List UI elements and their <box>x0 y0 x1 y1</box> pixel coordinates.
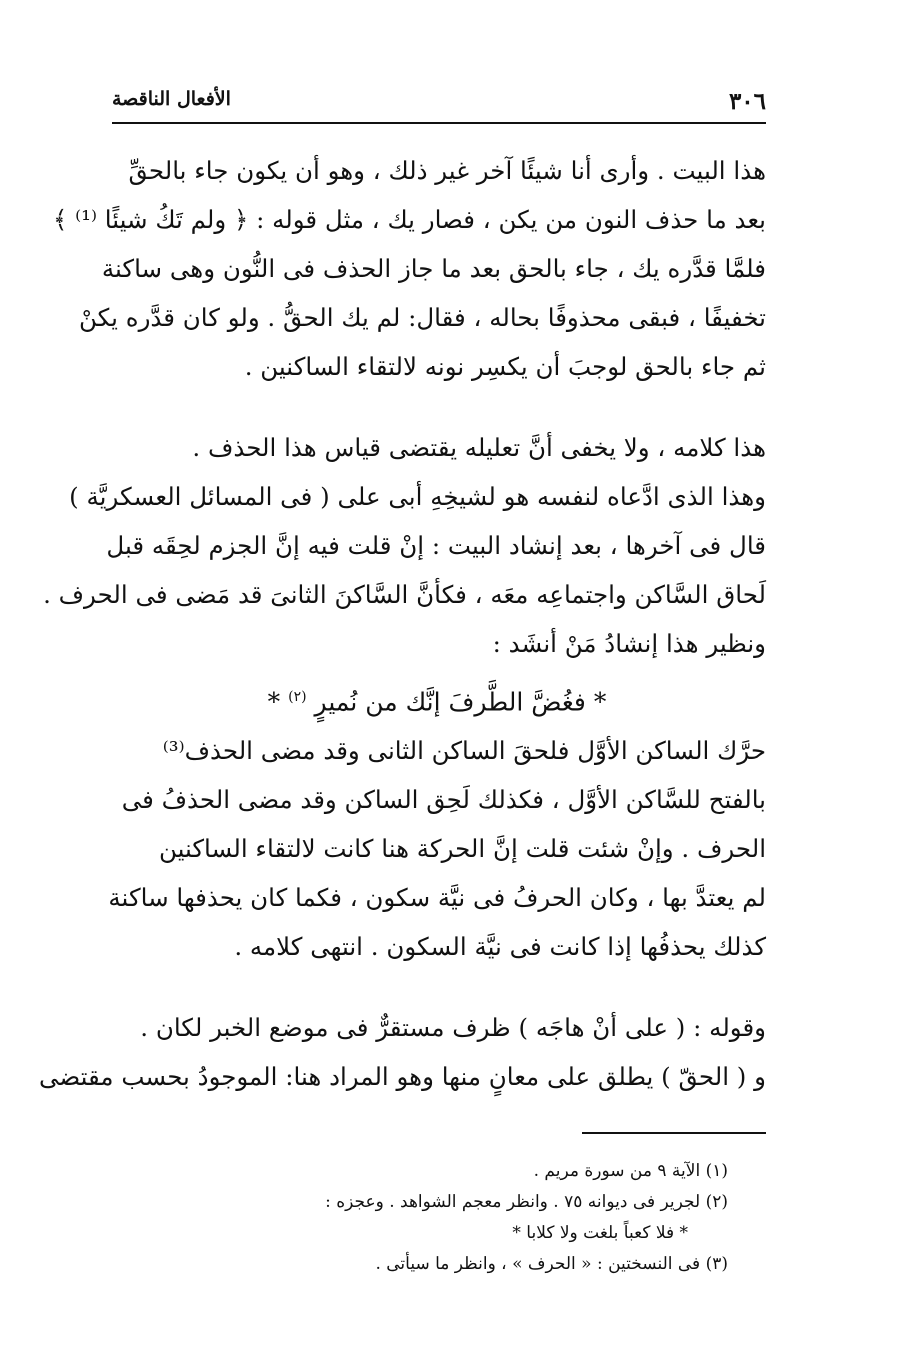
text-line: ونظير هذا إنشادُ مَنْ أنشَد : <box>492 629 766 658</box>
main-text <box>38 146 766 1101</box>
footnote-2: (٢) لجرير فى ديوانه ٧٥ . وانظر معجم الشواهد . وعجزه : <box>325 1192 728 1212</box>
text-line: فلمَّا قدَّره يك ، جاء بالحق بعد ما جاز الحذف فى النُّون وهى ساكنة <box>101 254 766 283</box>
text-line: الحرف . وإنْ شئت قلت إنَّ الحركة هنا كانت لالتقاء الساكنين <box>158 834 766 863</box>
footnote-3: (٣) فى النسختين : « الحرف » ، وانظر ما سيأتى . <box>375 1254 728 1274</box>
text-line: بالفتح للسَّاكن الأوَّل ، فكذلك لَحِق الساكن وقد مضى الحذفُ فى <box>121 785 766 814</box>
text-line: لَحاق السَّاكن واجتماعِه معَه ، فكأنَّ السَّاكنَ الثانىَ قد مَضى فى الحرف . <box>43 580 766 609</box>
text-line: وقوله : ( على أنْ هاجَه ) ظرف مستقرٌّ فى موضع الخبر لكان . <box>140 1013 766 1042</box>
text-line: ثم جاء بالحق لوجبَ أن يكسِر نونه لالتقاء الساكنين . <box>244 352 766 381</box>
verse-end-star: * <box>267 687 281 717</box>
paragraph-2 <box>43 423 766 668</box>
paragraph-4 <box>38 1003 766 1101</box>
paragraph-1 <box>52 146 766 391</box>
text-line: تخفيفًا ، فبقى محذوفًا بحاله ، فقال: لم يك الحقُّ . ولو كان قدَّره يكنْ <box>78 303 766 332</box>
text-line: هذا البيت . وأرى أنا شيئًا آخر غير ذلك ، وهو أن يكون جاء بالحقِّ <box>128 156 766 185</box>
verse-footnote-marker: (٢) <box>288 689 307 705</box>
text-line: وهذا الذى ادَّعاه لنفسه هو لشيخِهِ أبى على ( فى المسائل العسكريَّة ) <box>69 482 766 511</box>
text-line: لم يعتدَّ بها ، وكان الحرفُ فى نيَّة سكون ، فكما كان يحذفها ساكنة <box>108 883 766 912</box>
text-line: بعد ما حذف النون من يكن ، فصار يك ، مثل قوله : ﴿ ولم تَكُ شيئًا ⁽¹⁾ ﴾ <box>52 205 766 234</box>
text-line: قال فى آخرها ، بعد إنشاد البيت : إنْ قلت فيه إنَّ الجزم لحِقَه قبل <box>106 531 766 560</box>
page-header <box>112 86 766 124</box>
text-line: كذلك يحذفُها إذا كانت فى نيَّة السكون . انتهى كلامه . <box>234 932 766 961</box>
page-number: ٣٠٦ <box>728 88 766 115</box>
footnote-1: (١) الآية ٩ من سورة مريم . <box>533 1161 728 1181</box>
footnotes <box>300 1156 728 1280</box>
footnote-divider <box>582 1132 766 1134</box>
footnote-2-verse: * فلا كعباً بلغت ولا كلابا * <box>512 1223 688 1243</box>
verse-text: * فغُضَّ الطَّرفَ إنَّك من نُميرٍ <box>314 687 607 717</box>
text-line: و ( الحقّ ) يطلق على معانٍ منها وهو المراد هنا: الموجودُ بحسب مقتضى <box>38 1062 766 1091</box>
text-line: حرَّك الساكن الأوَّل فلحقَ الساكن الثانى وقد مضى الحذف⁽³⁾ <box>162 736 766 765</box>
paragraph-3 <box>108 726 766 971</box>
text-line: هذا كلامه ، ولا يخفى أنَّ تعليله يقتضى قياس هذا الحذف . <box>192 433 766 462</box>
running-title: الأفعال الناقصة <box>112 88 231 110</box>
verse-line <box>108 668 766 726</box>
